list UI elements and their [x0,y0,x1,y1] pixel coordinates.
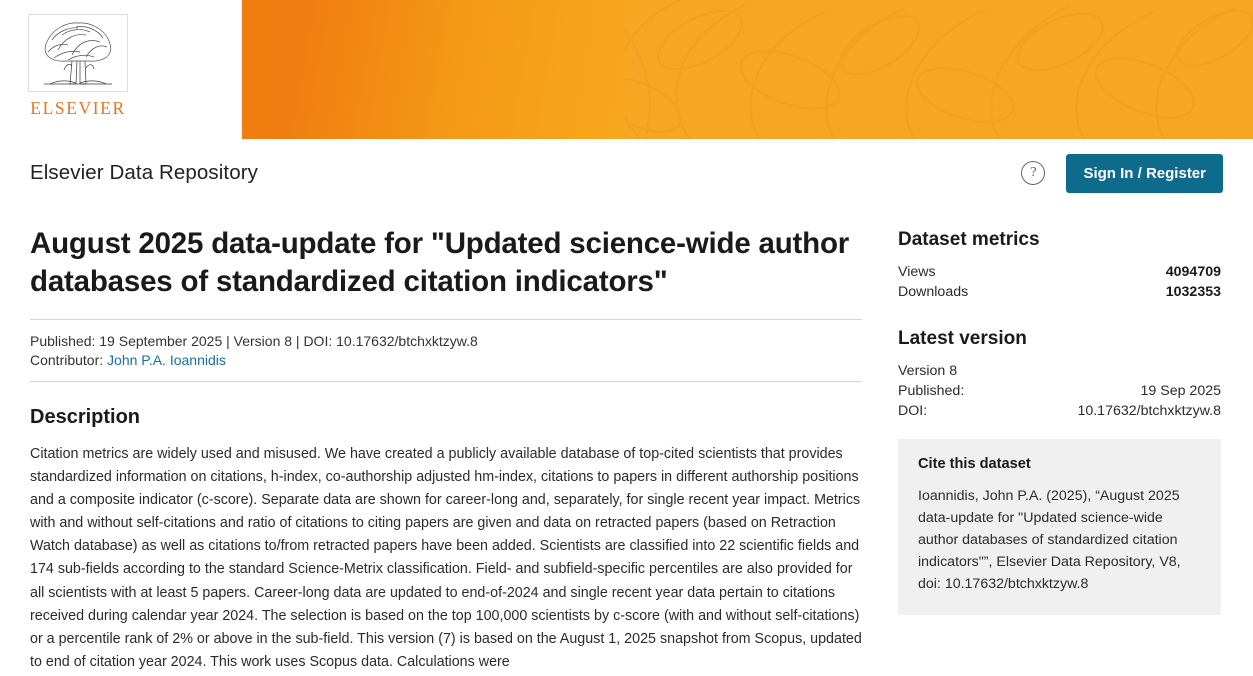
published-value: 19 Sep 2025 [1140,383,1221,399]
page-content [0,207,1253,674]
cite-dataset-text[interactable]: Ioannidis, John P.A. (2025), “August 2025 data-update for "Updated science-wide author databases of standardized citation indicators"”, Elsevier Data Repository, V8, doi: 10.17632/btchxktzyw.8 [918,488,1181,592]
version-number: Version 8 [898,363,958,379]
site-title: Elsevier Data Repository [30,161,258,184]
metric-value-views: 4094709 [1165,264,1221,280]
metric-row-views [898,262,1221,282]
site-header [0,139,1253,207]
doi-value: 10.17632/btchxktzyw.8 [1077,403,1221,419]
description-heading: Description [30,405,141,428]
contributor-link[interactable]: John P.A. Ioannidis [107,351,226,368]
contributor-row [30,352,862,382]
dataset-metrics-heading: Dataset metrics [898,229,1040,250]
main-column [30,207,862,674]
metric-value-downloads: 1032353 [1165,284,1221,300]
dataset-meta: Published: 19 September 2025 | Version 8 | DOI: 10.17632/btchxktzyw.8 [30,319,862,349]
sign-in-register-button[interactable]: Sign In / Register [1066,154,1223,193]
metric-label-downloads: Downloads [898,284,969,300]
cite-dataset-title: Cite this dataset [918,456,1031,472]
metric-row-downloads [898,282,1221,302]
published-label: Published: [898,383,965,399]
doi-label: DOI: [898,403,928,419]
header-actions [1021,154,1223,193]
version-doi-row [898,401,1221,421]
page-banner [0,0,1253,139]
sidebar [898,207,1221,674]
help-icon[interactable]: ? [1021,161,1045,185]
banner-orange-wedge [205,0,625,139]
elsevier-logo[interactable] [22,14,134,120]
elsevier-tree-icon [28,14,128,92]
metric-label-views: Views [898,264,936,280]
contributor-label: Contributor: [30,351,104,368]
elsevier-wordmark: ELSEVIER [30,98,126,118]
cite-dataset-box [898,439,1221,615]
page-title: August 2025 data-update for "Updated science-wide author databases of standardized citation indicators" [30,227,850,299]
latest-version-heading: Latest version [898,328,1027,349]
version-published-row [898,381,1221,401]
description-text: Citation metrics are widely used and misused. We have created a publicly available database of top-cited scientists that provides standardized information on citations, h-index, co-authorship adjusted hm-index, citations to papers in different authorship positions and a composite indicator (c-score). Separate data are shown for career-long and, separately, for single recent year impact. Metrics with and without self-citations and ratio of citations to citing papers are given and data on retracted papers (based on Retraction Watch database) as well as citations to/from retracted papers have been added. Scientists are classified into 22 scientific fields and 174 sub-fields according to the standard Science-Metrix classification. Field- and subfield-specific percentiles are also provided for all scientists with at least 5 papers. Career-long data are updated to end-of-2024 and single recent year data pertain to citations received during calendar year 2024. The selection is based on the top 100,000 scientists by c-score (with and without self-citations) or a percentile rank of 2% or above in the sub-field. This version (7) is based on the August 1, 2025 snapshot from Scopus, updated to end of citation year 2024. This work uses Scopus data. Calculations were [30,445,862,671]
